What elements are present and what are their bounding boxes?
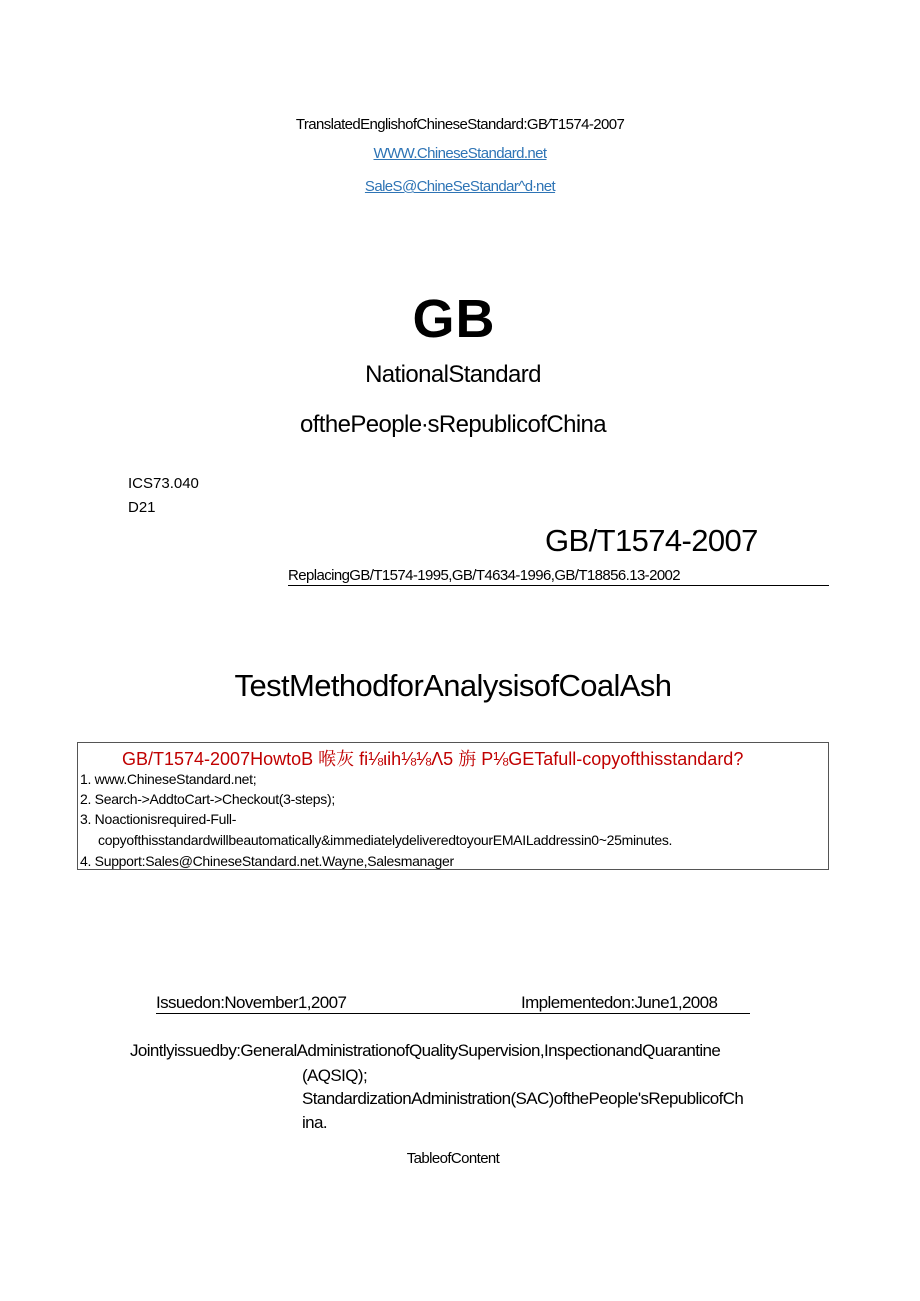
sales-email-link[interactable]: SaleS@ChineSeStandar^d∙net (364, 178, 556, 195)
classification-code: D21 (128, 499, 156, 516)
issuer-line-3: StandardizationAdministration(SAC)ofthePeople'sRepublicofCh (302, 1089, 744, 1108)
info-step-4: 4. Support:Sales@ChineseStandard.net.Wayne,Salesmanager (80, 853, 454, 869)
implemented-date: Implementedon:June1,2008 (521, 993, 718, 1012)
info-step-2: 2. Search->AddtoCart->Checkout(3-steps); (80, 791, 335, 807)
gb-logo: GB (412, 289, 496, 349)
translated-standard-line: TranslatedEnglishofChineseStandard:GB∕T1574-2007 (295, 116, 625, 133)
document-title: TestMethodforAnalysisofCoalAsh (234, 668, 672, 703)
standard-number: GB/T1574-2007 (545, 523, 758, 558)
issuer-line-2: (AQSIQ); (302, 1066, 368, 1085)
sales-link-container (0, 178, 920, 195)
republic-heading: ofthePeople∙sRepublicofChina (299, 411, 607, 438)
info-step-1: 1. www.ChineseStandard.net; (80, 771, 257, 787)
site-link-container (0, 145, 920, 162)
issuer-line-1: Jointlyissuedby:GeneralAdministrationofQualitySupervision,InspectionandQuarantine (130, 1041, 721, 1060)
info-step-3: 3. Noactionisrequired-Full- (80, 811, 237, 827)
website-link[interactable]: WWW.ChineseStandard.net (373, 145, 547, 162)
national-standard-heading: NationalStandard (365, 361, 541, 388)
ics-code: ICS73.040 (128, 475, 199, 492)
replacing-standards: ReplacingGB/T1574-1995,GB/T4634-1996,GB/T18856.13-2002 (288, 567, 829, 586)
dates-row (156, 993, 750, 1014)
info-step-3-continued: copyofthisstandardwillbeautomatically&immediatelydeliveredtoyourEMAILaddressin0~25minutes. (98, 832, 673, 848)
purchase-info-box (77, 742, 829, 870)
table-of-contents-heading: TableofContent (406, 1150, 500, 1167)
issued-date: Issuedon:November1,2007 (156, 993, 347, 1012)
purchase-heading: GB/T1574-2007HowtoB 喉灰 fi⅛ιih⅛⅛Λ5 旃 P⅛GETafull-copyofthisstandard? (122, 749, 744, 769)
issuer-line-4: ina. (302, 1113, 328, 1132)
